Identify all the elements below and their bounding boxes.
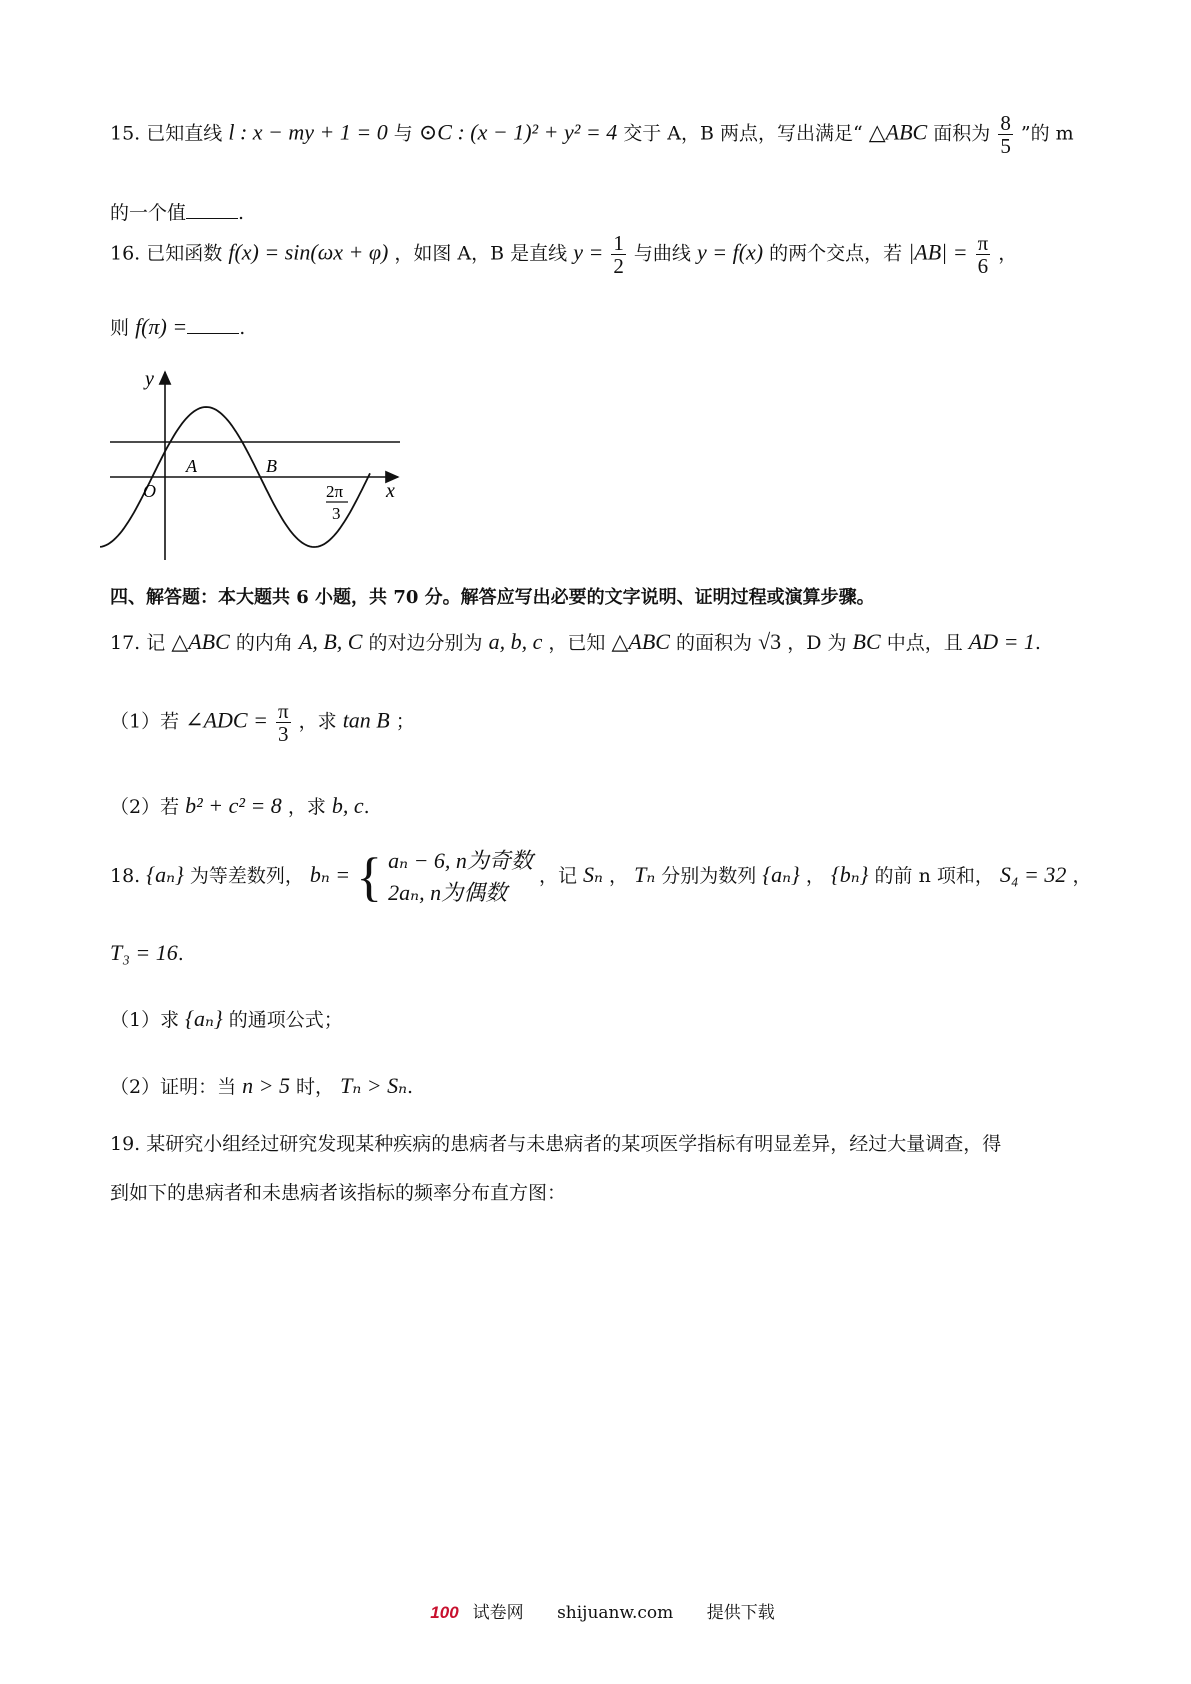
q16-function: f(x) = sin(ωx + φ) bbox=[228, 239, 389, 265]
page-footer bbox=[0, 1598, 1191, 1623]
q17-part-1: （1）若 ∠ADC = $\frac{\pi}{3}$ ，求 tan B ； bbox=[110, 699, 415, 747]
answer-blank bbox=[187, 333, 239, 334]
q16-half-fraction: $\frac{1}{2}$ bbox=[613, 231, 624, 279]
q15-line-equation: l : x − my + 1 = 0 bbox=[228, 119, 388, 145]
q15-circle-equation: ⊙C : (x − 1)² + y² = 4 bbox=[418, 119, 618, 145]
label-tick-denominator: 3 bbox=[332, 504, 341, 523]
q17-part-2: （2）若 b² + c² = 8 ，求 b, c. bbox=[110, 793, 370, 818]
sine-graph bbox=[100, 362, 400, 562]
section-4-title: 四、解答题：本大题共 6 小题，共 70 分。解答应写出必要的文字说明、证明过程或演算步骤。 bbox=[110, 587, 875, 608]
q17-number: 17. bbox=[110, 632, 141, 654]
q16-pi-fraction: $\frac{\pi}{6}$ bbox=[977, 231, 989, 279]
q17-line-1: 17. 记 △ABC 的内角 A, B, C 的对边分别为 a, b, c ，已知 △ABC 的面积为 √3 ，D 为 BC 中点，且 AD = 1. bbox=[110, 629, 1041, 654]
label-tick-numerator: 2π bbox=[326, 482, 344, 501]
q18-line-1: 18. {aₙ} 为等差数列， bₙ = { aₙ − 6, n为奇数 2aₙ, n为偶数 ，记 Sₙ ， Tₙ 分别为数列 {aₙ} ， {bₙ} 的前 n 项和， S₄ = 32 ， bbox=[110, 846, 1092, 907]
q16-line-1: 16. 已知函数 f(x) = sin(ωx + φ) ，如图 A，B 是直线 y = $\frac{1}{2}$ 与曲线 y = f(x) 的两个交点，若 |AB| = $\frac{\pi}{6}$ ， bbox=[110, 231, 1018, 279]
piecewise-cases: aₙ − 6, n为奇数 2aₙ, n为偶数 bbox=[388, 848, 533, 905]
q19-line-1: 19. 某研究小组经过研究发现某种疾病的患病者与未患病者的某项医学指标有明显差异，经过大量调查，得 bbox=[110, 1133, 1002, 1155]
q19-line-2: 到如下的患病者和未患病者该指标的频率分布直方图： bbox=[110, 1182, 567, 1204]
q15-line-2: 的一个值 . bbox=[110, 202, 245, 224]
q18-part-2: （2）证明：当 n > 5 时， Tₙ > Sₙ. bbox=[110, 1073, 414, 1098]
q16-number: 16. bbox=[110, 242, 141, 265]
label-origin: O bbox=[143, 481, 156, 501]
q18-line-2: T₃ = 16. bbox=[110, 940, 184, 965]
answer-blank bbox=[186, 218, 238, 219]
footer-download: 提供下载 bbox=[706, 1603, 775, 1623]
brand-logo: 100 bbox=[430, 1603, 459, 1622]
q15-number: 15. bbox=[110, 122, 141, 145]
label-x: x bbox=[386, 480, 395, 502]
label-a: A bbox=[186, 456, 197, 476]
footer-brand: 100 试卷网 bbox=[430, 1603, 524, 1623]
q16-line-2: 则 f(π) = . bbox=[110, 314, 246, 339]
q15-line-1: 15. 已知直线 l : x − my + 1 = 0 与 ⊙C : (x − 1)² + y² = 4 交于 A，B 两点，写出满足“ △ABC 面积为 $\frac{8}{5}$ ”的 m bbox=[110, 111, 1074, 159]
piecewise-brace: { bbox=[356, 846, 383, 907]
footer-domain[interactable]: shijuanw.com bbox=[557, 1603, 674, 1623]
q18-number: 18. bbox=[110, 864, 141, 887]
label-y: y bbox=[145, 368, 154, 390]
q15-area-fraction: $\frac{8}{5}$ bbox=[1000, 111, 1011, 159]
label-b: B bbox=[266, 456, 277, 476]
q18-part-1: （1）求 {aₙ} 的通项公式； bbox=[110, 1006, 343, 1031]
q17-pi-third-fraction: $\frac{\pi}{3}$ bbox=[277, 699, 289, 747]
q19-number: 19. bbox=[110, 1133, 141, 1155]
